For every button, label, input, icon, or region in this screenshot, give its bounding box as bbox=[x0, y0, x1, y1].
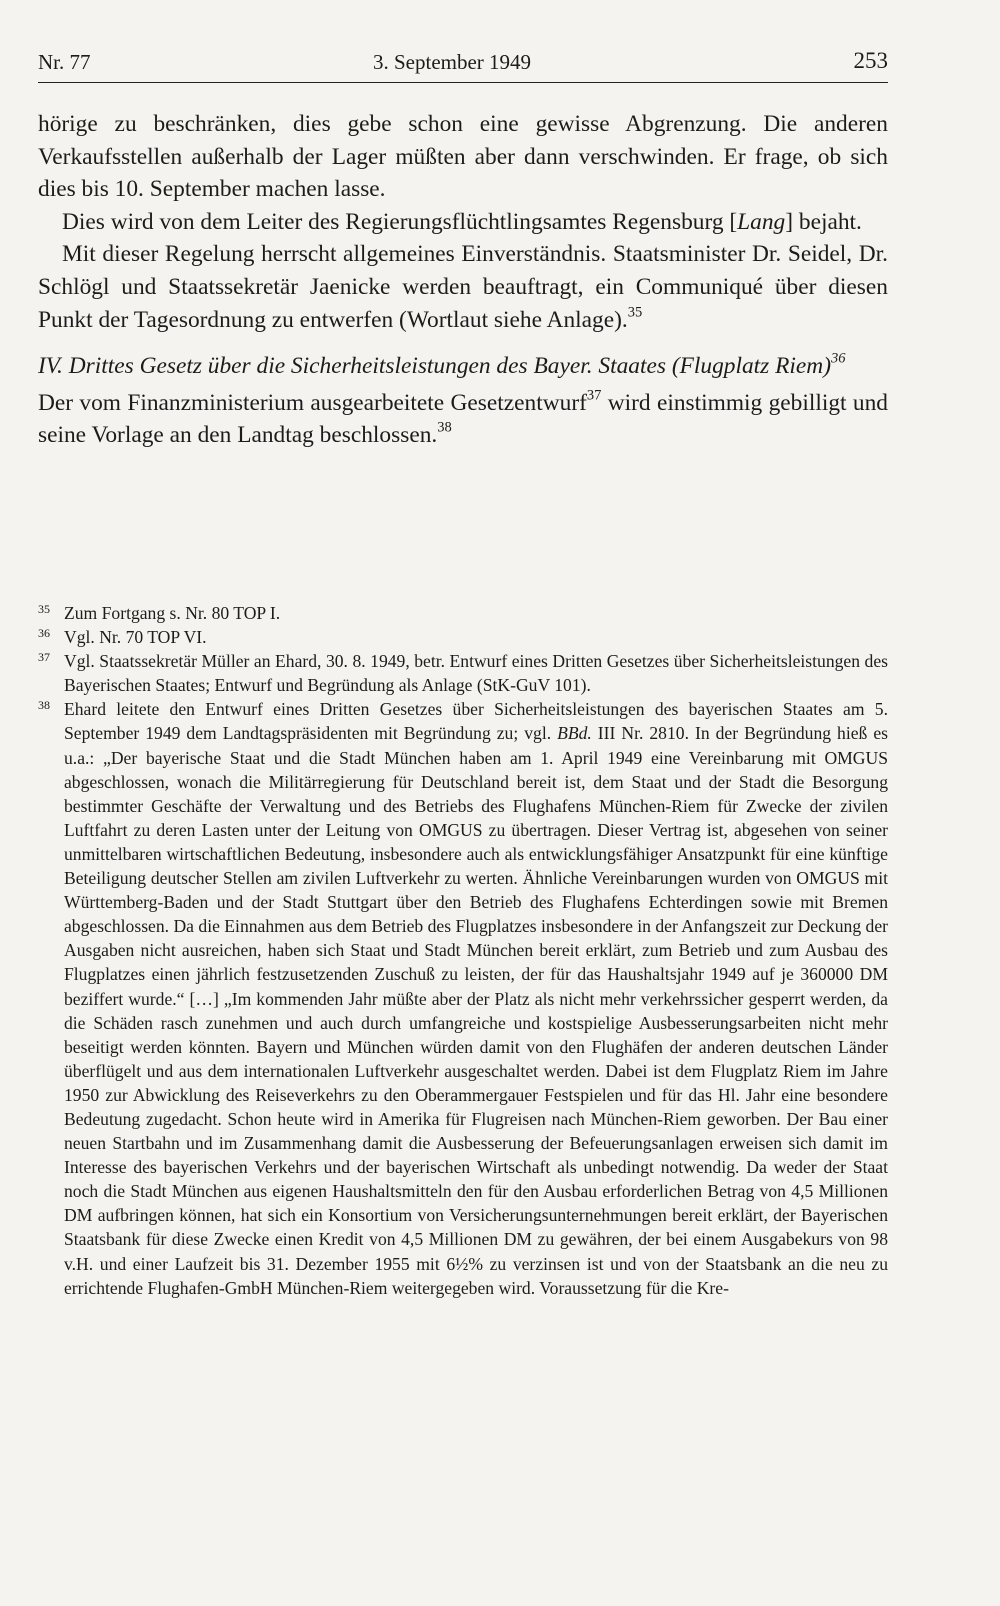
person-name: Lang bbox=[737, 208, 786, 235]
footnote-number: 36 bbox=[38, 626, 50, 641]
footnote-ref: 38 bbox=[437, 419, 452, 436]
footnote-text: Zum Fortgang s. Nr. 80 TOP I. bbox=[64, 603, 281, 623]
agenda-item-heading bbox=[38, 350, 888, 383]
paragraph-text: wird einstimmig gebilligt und seine Vorlage an den Landtag beschlossen. bbox=[38, 389, 888, 449]
footnote-text: Vgl. Staatssekretär Müller an Ehard, 30. 8. 1949, betr. Entwurf eines Dritten Gesetzes über Sicherheitsleistungen des Bayerischen Staates; Entwurf und Begründung als Anlage (StK-GuV 101). bbox=[64, 651, 888, 696]
paragraph-text: Dies wird von dem Leiter des Regierungsflüchtlingsamtes Regensburg [ bbox=[62, 208, 738, 235]
footnotes bbox=[38, 601, 888, 1300]
footnote-number: 35 bbox=[38, 602, 50, 616]
footnote-ref: 35 bbox=[627, 304, 643, 321]
footnote bbox=[38, 697, 888, 1299]
footnote-text: Vgl. Nr. 70 TOP VI. bbox=[64, 627, 207, 648]
footnote bbox=[38, 601, 888, 625]
footnote-number: 38 bbox=[38, 698, 50, 713]
footnote-reference-abbrev: BBd. bbox=[557, 723, 592, 744]
heading-text: IV. Drittes Gesetz über die Sicherheitsleistungen des Bayer. Staates (Flugplatz Riem) bbox=[38, 353, 831, 380]
page-number: 253 bbox=[853, 48, 888, 73]
header-date: 3. September 1949 bbox=[373, 50, 532, 74]
paragraph-continuation: hörige zu beschränken, dies gebe schon eine gewisse Abgrenzung. Die anderen Verkaufsstellen außerhalb der Lager müßten aber dann verschwinden. Er frage, ob sich dies bis 10. September machen lasse. bbox=[38, 111, 888, 203]
footnote-text: Ehard leitete den Entwurf eines Dritten Gesetzes über Sicherheitsleistungen des bayerischen Staates am 5. September 1949 dem Landtagspräsidenten mit Begründung zu; vgl. bbox=[64, 699, 888, 744]
paragraph-agreement bbox=[38, 238, 888, 336]
paragraph-text: Mit dieser Regelung herrscht allgemeines Einverständnis. Staatsminister Dr. Seidel, Dr. Schlögl und Staatssekretär Jaenicke werden beauftragt, ein Communiqué über diesen Punkt der Tagesordnung zu entwerfen (Wortlaut siehe Anlage). bbox=[38, 241, 888, 333]
paragraph-regensburg bbox=[38, 206, 888, 239]
footnote-number: 37 bbox=[38, 650, 50, 665]
paragraph-resolution bbox=[38, 387, 888, 452]
footnote bbox=[38, 649, 888, 697]
footnote bbox=[38, 625, 888, 649]
main-text bbox=[38, 108, 888, 452]
footnote-ref: 36 bbox=[830, 350, 846, 367]
paragraph-text: Der vom Finanzministerium ausgearbeitete Gesetzentwurf bbox=[38, 389, 587, 416]
footnote-text: III Nr. 2810. In der Begründung hieß es u.a.: „Der bayerische Staat und die Stadt München haben am 1. April 1949 eine Vereinbarung mit OMGUS abgeschlossen, wonach die Militärregierung für Deutschland bereit ist, dem Staat und der Stadt die Besorgung bestimmter Geschäfte der Verwaltung und des Betriebs des Flughafens München-Riem für Zwecke der zivilen Luftfahrt zu deren Lasten unter der Leitung von OMGUS zu übertragen. Dieser Vertrag ist, abgesehen von seiner unmittelbaren wirtschaftlichen Bedeutung, insbesondere auch als entwicklungsfähiger Ansatzpunkt für eine künftige Beteiligung deutscher Stellen am zivilen Luftverkehr zu werten. Ähnliche Vereinbarungen wurden von OMGUS mit Württemberg-Baden und der Stadt Stuttgart über den Betrieb des Flughafens Echterdingen sowie mit Bremen abgeschlossen. Da die Einnahmen aus dem Betrieb des Flugplatzes insbesondere in der Anfangszeit zur Deckung der Ausgaben nicht ausreichen, haben sich Staat und Stadt München bereit erklärt, zum Betrieb und zum Ausbau des Flugplatzes einen jährlich festzusetzenden Zuschuß zu leisten, der für das Haushaltsjahr 1949 auf je 360000 DM beziffert wurde.“ […] „Im kommenden Jahr müßte aber der Platz als nicht mehr verkehrssicher gesperrt werden, da die Schäden rasch zunehmen und auch durch umfangreiche und kostspielige Ausbesserungsarbeiten nicht mehr beseitigt werden könnten. Bayern und München würden damit von den Flughäfen der anderen deutschen Länder überflügelt und aus dem internationalen Luftverkehr ausgeschaltet werden. Dabei ist dem Flugplatz Riem im Jahre 1950 zur Abwicklung des Reiseverkehrs zu den Oberammergauer Festspielen und für das Hl. Jahr eine besondere Bedeutung zugedacht. Schon heute wird in Amerika für Flugreisen nach München-Riem geworben. Der Bau einer neuen Startbahn und im Zusammenhang damit die Ausbesserung der Befeuerungsanlagen erweisen sich damit im Interesse des bayerischen Verkehrs und der bayerischen Wirtschaft als unbedingt notwendig. Da weder der Staat noch die Stadt München aus eigenen Haushaltsmitteln den für den Ausbau erforderlichen Betrag von 4,5 Millionen DM aufbringen können, hat sich ein Konsortium von Versicherungsunternehmungen bereit erklärt, der Bayerischen Staatsbank für diese Zwecke einen Kredit von 4,5 Millionen DM zu gewähren, der bei einem Ausgabekurs von 98 v.H. und einer Laufzeit bis 31. Dezember 1955 mit 6½% zu verzinsen ist und von der Staatsbank an die neu zu errichtende Flughafen-GmbH München-Riem weitergegeben wird. Voraussetzung für die Kre- bbox=[64, 723, 888, 1298]
paragraph-text: ] bejaht. bbox=[785, 208, 862, 235]
document-number: Nr. 77 bbox=[38, 50, 91, 74]
footnote-ref: 37 bbox=[586, 387, 602, 404]
page-header bbox=[38, 46, 888, 83]
